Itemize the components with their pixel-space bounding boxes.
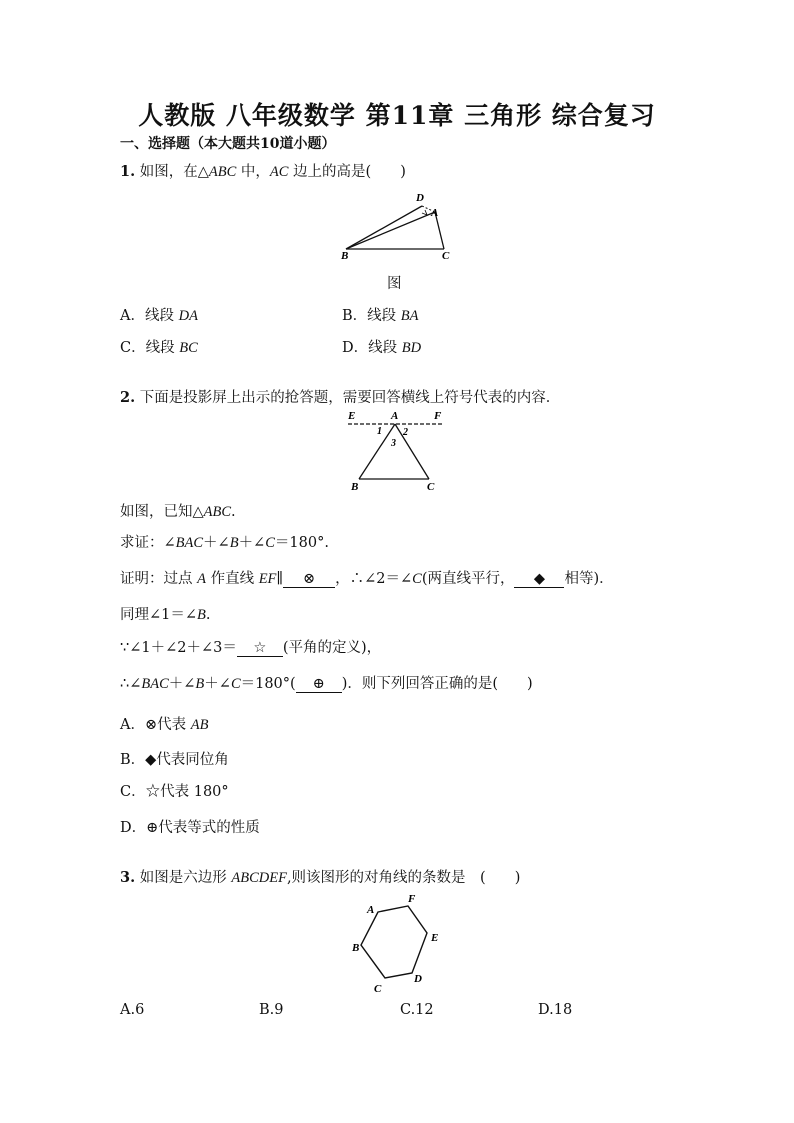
q3-hexagon-figure	[340, 890, 450, 998]
segment-bd	[346, 206, 422, 249]
label-a: A	[367, 904, 375, 916]
label-b: B	[341, 250, 349, 262]
angle-2-label: 2	[403, 427, 408, 438]
q2-option-c[interactable]: C．☆代表 180°	[120, 784, 229, 800]
right-angle-mark	[422, 210, 427, 215]
q3-option-c[interactable]: C.12	[400, 1002, 434, 1018]
label-e: E	[348, 410, 356, 422]
q2-number: 2.	[120, 389, 136, 406]
q3-stem: 3. 如图是六边形 ABCDEF,则该图形的对角线的条数是 ( )	[120, 869, 521, 886]
page-title: 人教版 八年级数学 第11章 三角形 综合复习	[138, 101, 656, 130]
otimes-symbol-icon: ⊗	[144, 717, 158, 733]
blank-otimes: ⊗	[283, 572, 335, 588]
q1-option-b[interactable]: B．线段 BA	[342, 308, 419, 324]
label-a: A	[391, 410, 399, 422]
q3-option-d[interactable]: D.18	[538, 1002, 573, 1018]
q3-number: 3.	[120, 869, 136, 886]
q2-given: 如图，已知△ABC.	[120, 504, 236, 520]
q1-option-c[interactable]: C．线段 BC	[120, 340, 198, 356]
q3-option-a[interactable]: A.6	[120, 1002, 145, 1018]
q2-option-d[interactable]: D．⊕代表等式的性质	[120, 820, 260, 836]
label-e: E	[431, 932, 439, 944]
label-d: D	[416, 192, 424, 204]
diamond-symbol-icon: ◆	[145, 752, 157, 768]
q1-stem: 1. 如图，在△ABC 中，AC 边上的高是( )	[120, 163, 406, 180]
q1-figure-caption: 图	[387, 276, 402, 292]
oplus-symbol-icon: ⊕	[146, 820, 159, 836]
label-d: D	[414, 973, 422, 985]
q2-option-a[interactable]: A．⊗代表 AB	[120, 717, 209, 733]
q1-option-d[interactable]: D．线段 BD	[342, 340, 422, 356]
q1-triangle-figure	[330, 186, 470, 264]
label-c: C	[374, 983, 382, 995]
label-a: A	[431, 207, 439, 219]
q2-proof-line: 证明：过点 A 作直线 EF∥ ⊗ ，∴∠2＝∠C(两直线平行， ◆ 相等)．	[120, 571, 614, 587]
label-b: B	[351, 481, 359, 493]
angle-1-label: 1	[377, 426, 382, 437]
q1-option-a[interactable]: A．线段 DA	[120, 308, 198, 324]
q2-triangle-figure	[340, 406, 450, 496]
star-symbol-icon: ☆	[145, 784, 161, 800]
label-f: F	[408, 893, 416, 905]
angle-3-label: 3	[391, 438, 396, 449]
label-c: C	[442, 250, 450, 262]
label-b: B	[352, 942, 360, 954]
segment-ba	[346, 212, 435, 249]
label-c: C	[427, 481, 435, 493]
q2-stem: 2. 下面是投影屏上出示的抢答题，需要回答横线上符号代表的内容．	[120, 389, 561, 406]
q2-since: ∵∠1＋∠2＋∠3＝ ☆ (平角的定义)，	[120, 640, 382, 656]
blank-star: ☆	[237, 641, 283, 657]
q2-therefore: ∴∠BAC＋∠B＋∠C＝180°( ⊕ )．则下列回答正确的是( )	[120, 676, 533, 692]
q3-option-b[interactable]: B.9	[259, 1002, 284, 1018]
blank-diamond: ◆	[514, 572, 564, 588]
section-heading: 一、选择题（本大题共10道小题）	[120, 136, 336, 152]
hexagon-abcdef	[361, 906, 427, 978]
q1-number: 1.	[120, 163, 136, 180]
blank-oplus: ⊕	[296, 677, 342, 693]
label-f: F	[434, 410, 442, 422]
q2-option-b[interactable]: B．◆代表同位角	[120, 752, 229, 768]
q2-similarly: 同理∠1＝∠B.	[120, 607, 211, 623]
segment-ac	[395, 424, 429, 479]
q2-prove: 求证：∠BAC＋∠B＋∠C＝180°.	[120, 535, 329, 551]
